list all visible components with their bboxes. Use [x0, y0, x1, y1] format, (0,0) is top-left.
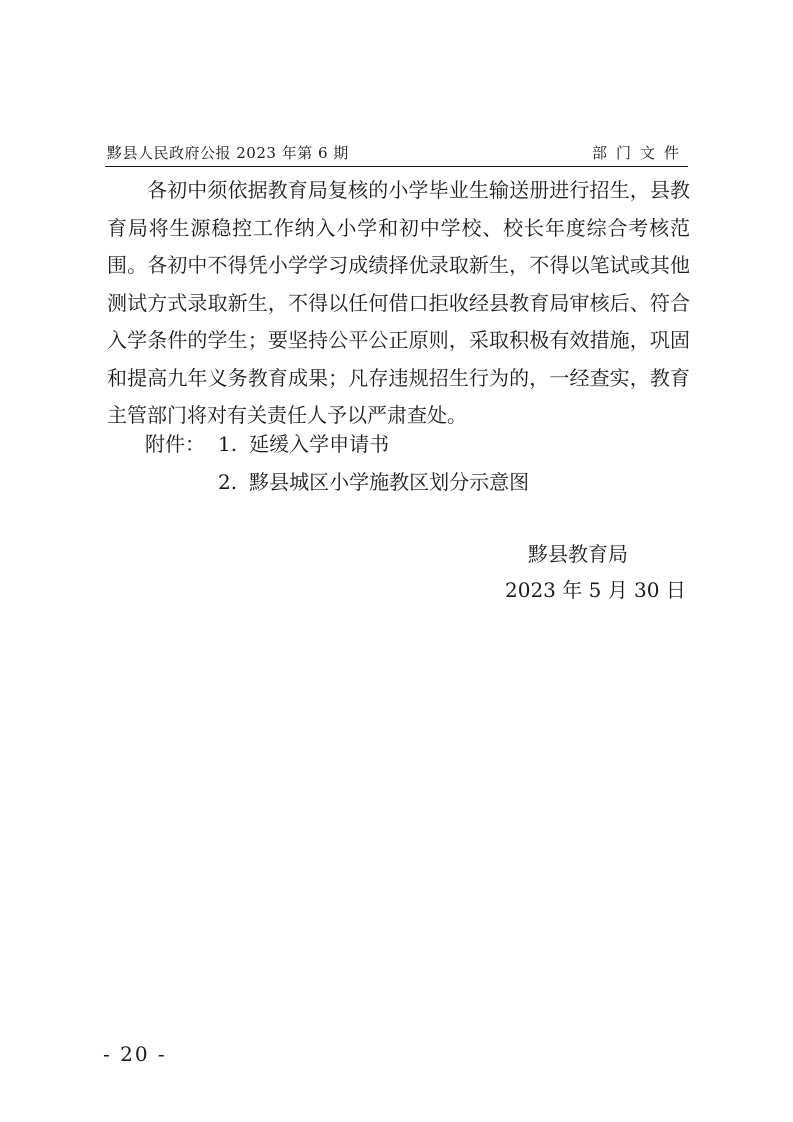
attachments-label: 附件： [145, 432, 205, 456]
publication-title: 黟县人民政府公报 2023 年第 6 期 [107, 144, 349, 162]
signature-date: 2023 年 5 月 30 日 [505, 578, 686, 602]
signature-org: 黟县教育局 [528, 542, 628, 566]
attachment-item [218, 466, 529, 495]
section-label: 部门文件 [591, 144, 688, 162]
attachment-number: 2. [218, 470, 238, 494]
attachment-title: 延缓入学申请书 [249, 432, 390, 456]
header-divider [105, 166, 688, 167]
attachment-title: 黟县城区小学施教区划分示意图 [249, 470, 530, 494]
page-number: - 20 - [103, 1042, 167, 1066]
body-paragraph: 各初中须依据教育局复核的小学毕业生输送册进行招生，县教育局将生源稳控工作纳入小学和初中学校、校长年度综合考核范围。各初中不得凭小学学习成绩择优录取新生，不得以笔试或其他测试方式录取新生，不得以任何借口拒收经县教育局审核后、符合入学条件的学生；要坚持公平公正原则，采取积极有效措施，巩固和提高九年义务教育成果；凡存违规招生行为的，一经查实，教育主管部门将对有关责任人予以严肃查处。 [107, 178, 690, 427]
attachment-number: 1. [218, 432, 238, 456]
attachment-item [218, 428, 389, 457]
